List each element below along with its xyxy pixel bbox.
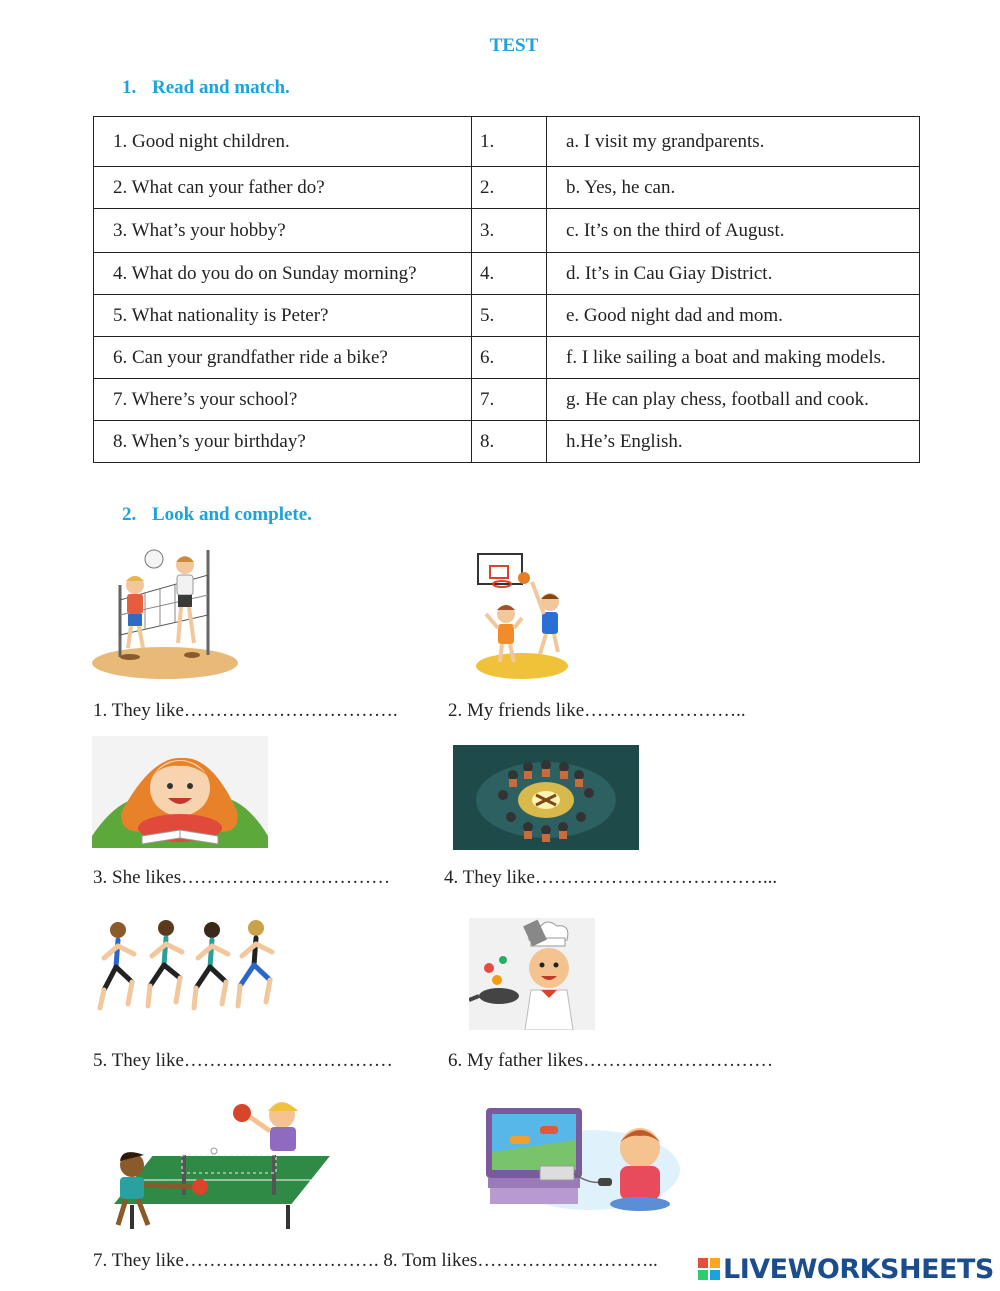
brand-blocks xyxy=(698,1258,720,1280)
question-cell: 8. When’s your birthday? xyxy=(94,421,472,463)
reading-girl-illustration xyxy=(92,736,268,848)
match-table xyxy=(93,116,920,463)
answer-number-cell[interactable]: 1. xyxy=(472,117,547,167)
liveworksheets-logo xyxy=(698,1252,994,1286)
basketball-illustration xyxy=(474,552,570,680)
table-row xyxy=(94,209,920,253)
answer-cell: c. It’s on the third of August. xyxy=(547,209,920,253)
answer-cell: h.He’s English. xyxy=(547,421,920,463)
answer-number-cell[interactable]: 5. xyxy=(472,295,547,337)
section-2-number: 2. xyxy=(122,504,137,525)
section-1-heading xyxy=(122,77,290,99)
sentence-2[interactable]: 2. My friends like…………………….. xyxy=(448,700,746,721)
answer-cell: e. Good night dad and mom. xyxy=(547,295,920,337)
answer-cell: b. Yes, he can. xyxy=(547,167,920,209)
section-2-title: Look and complete. xyxy=(152,504,312,525)
answer-number-cell[interactable]: 4. xyxy=(472,253,547,295)
table-row xyxy=(94,253,920,295)
answer-number-cell[interactable]: 2. xyxy=(472,167,547,209)
brand-name: LIVEWORKSHEETS xyxy=(723,1253,994,1285)
table-row xyxy=(94,379,920,421)
question-cell: 4. What do you do on Sunday morning? xyxy=(94,253,472,295)
sentence-1[interactable]: 1. They like……………………………. xyxy=(93,700,398,721)
cooking-chef-illustration xyxy=(469,918,595,1030)
question-cell: 1. Good night children. xyxy=(94,117,472,167)
question-cell: 6. Can your grandfather ride a bike? xyxy=(94,337,472,379)
answer-number-cell[interactable]: 8. xyxy=(472,421,547,463)
question-cell: 7. Where’s your school? xyxy=(94,379,472,421)
answer-number-cell[interactable]: 3. xyxy=(472,209,547,253)
question-cell: 2. What can your father do? xyxy=(94,167,472,209)
table-row xyxy=(94,295,920,337)
table-row xyxy=(94,421,920,463)
sentence-6[interactable]: 6. My father likes………………………… xyxy=(448,1050,774,1071)
page-title: TEST xyxy=(489,35,539,56)
video-games-illustration xyxy=(480,1100,680,1212)
section-1-title: Read and match. xyxy=(152,77,290,98)
answer-cell: f. I like sailing a boat and making models. xyxy=(547,337,920,379)
question-cell: 3. What’s your hobby? xyxy=(94,209,472,253)
sentence-5[interactable]: 5. They like…………………………… xyxy=(93,1050,393,1071)
section-2-heading xyxy=(122,504,312,526)
campfire-illustration xyxy=(453,745,639,850)
sentence-4[interactable]: 4. They like………………………………... xyxy=(444,867,778,888)
sentence-7-8[interactable]: 7. They like…………………………. 8. Tom likes……………………….. xyxy=(93,1250,658,1271)
answer-cell: d. It’s in Cau Giay District. xyxy=(547,253,920,295)
question-cell: 5. What nationality is Peter? xyxy=(94,295,472,337)
answer-cell: a. I visit my grandparents. xyxy=(547,117,920,167)
sentence-3[interactable]: 3. She likes…………………………… xyxy=(93,867,391,888)
answer-number-cell[interactable]: 7. xyxy=(472,379,547,421)
table-row xyxy=(94,337,920,379)
answer-number-cell[interactable]: 6. xyxy=(472,337,547,379)
table-row xyxy=(94,167,920,209)
table-row xyxy=(94,117,920,167)
volleyball-illustration xyxy=(90,545,240,680)
table-tennis-illustration xyxy=(92,1095,336,1235)
running-illustration xyxy=(96,912,280,1030)
section-1-number: 1. xyxy=(122,77,137,98)
answer-cell: g. He can play chess, football and cook. xyxy=(547,379,920,421)
